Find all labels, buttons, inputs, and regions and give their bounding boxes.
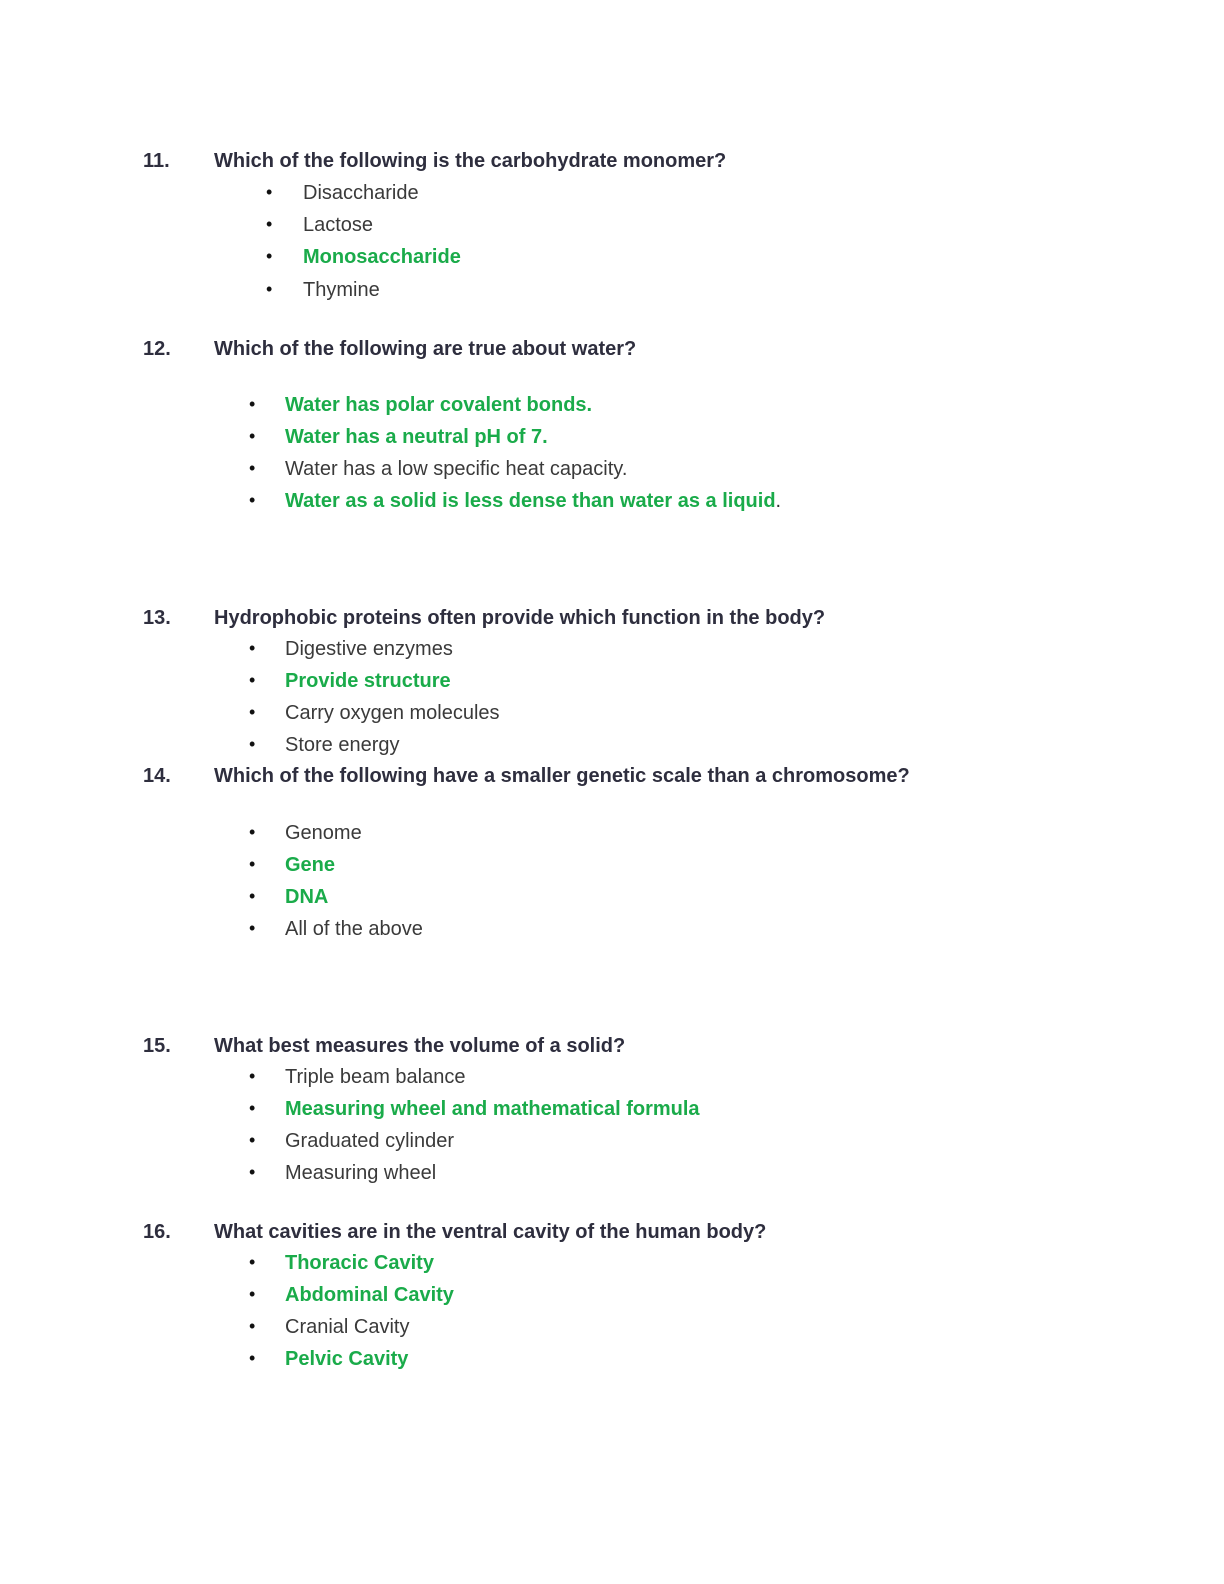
question-text: Hydrophobic proteins often provide which function in the body? [214, 607, 826, 629]
question-number: 16. [143, 1221, 171, 1243]
bullet-icon: • [249, 458, 256, 478]
answer-option [0, 458, 1224, 490]
question-number: 15. [143, 1035, 171, 1057]
answer-label: Store energy [285, 734, 400, 756]
bullet-icon: • [266, 182, 273, 202]
bullet-icon: • [249, 426, 256, 446]
answer-label: Genome [285, 822, 362, 844]
answer-label: Disaccharide [303, 182, 419, 204]
answer-label: Abdominal Cavity [285, 1284, 454, 1306]
answer-label: All of the above [285, 918, 423, 940]
bullet-icon: • [249, 1130, 256, 1150]
answer-option [0, 214, 1224, 246]
bullet-icon: • [249, 490, 256, 510]
bullet-icon: • [249, 1098, 256, 1118]
answer-option [0, 1348, 1224, 1380]
answer-label: Graduated cylinder [285, 1130, 454, 1152]
answer-label-trailing-period: . [775, 490, 782, 512]
question-14 [0, 765, 1224, 950]
answer-option [0, 426, 1224, 458]
question-16 [0, 1221, 1224, 1380]
answer-option [0, 670, 1224, 702]
question-12 [0, 338, 1224, 522]
answer-label [285, 490, 781, 513]
answer-label-text: Water as a solid is less dense than water as a liquid [285, 490, 776, 512]
bullet-icon: • [249, 1162, 256, 1182]
question-header [0, 765, 1224, 795]
answer-option [0, 1316, 1224, 1348]
answer-label: Thoracic Cavity [285, 1252, 434, 1274]
question-number: 11. [143, 150, 170, 172]
question-text: What best measures the volume of a solid? [214, 1035, 626, 1057]
bullet-icon: • [249, 1284, 256, 1304]
bullet-icon: • [266, 214, 273, 234]
question-number: 12. [143, 338, 171, 360]
question-text: Which of the following are true about water? [214, 338, 637, 360]
answer-label: Digestive enzymes [285, 638, 453, 660]
question-text: Which of the following is the carbohydrate monomer? [214, 150, 727, 172]
answer-label: Monosaccharide [303, 246, 461, 268]
bullet-icon: • [249, 1316, 256, 1336]
answer-option [0, 918, 1224, 950]
bullet-icon: • [249, 394, 256, 414]
answer-label: Thymine [303, 279, 380, 301]
answer-option [0, 1130, 1224, 1162]
answer-option [0, 246, 1224, 278]
question-number: 13. [143, 607, 171, 629]
answer-label: Measuring wheel and mathematical formula [285, 1098, 700, 1120]
answer-label: Gene [285, 854, 336, 876]
bullet-icon: • [266, 246, 273, 266]
answer-option [0, 394, 1224, 426]
answer-option [0, 279, 1224, 311]
bullet-icon: • [249, 822, 256, 842]
bullet-icon: • [266, 279, 273, 299]
answer-option [0, 734, 1224, 766]
answer-option [0, 490, 1224, 522]
bullet-icon: • [249, 638, 256, 658]
bullet-icon: • [249, 734, 256, 754]
question-15 [0, 1035, 1224, 1194]
question-text: What cavities are in the ventral cavity of the human body? [214, 1221, 767, 1243]
question-header [0, 607, 1224, 637]
answer-option [0, 1252, 1224, 1284]
answer-label: Water has a low specific heat capacity. [285, 458, 628, 480]
answer-label: Water has polar covalent bonds. [285, 394, 593, 416]
bullet-icon: • [249, 886, 256, 906]
answer-option [0, 1284, 1224, 1316]
answer-label: Pelvic Cavity [285, 1348, 409, 1370]
answer-option [0, 822, 1224, 854]
answer-option [0, 182, 1224, 214]
answer-label: DNA [285, 886, 329, 908]
answer-label: Water has a neutral pH of 7. [285, 426, 548, 448]
answer-label: Carry oxygen molecules [285, 702, 500, 724]
answer-label: Cranial Cavity [285, 1316, 410, 1338]
answer-label: Lactose [303, 214, 374, 236]
answer-option [0, 1098, 1224, 1130]
question-header [0, 338, 1224, 368]
bullet-icon: • [249, 918, 256, 938]
bullet-icon: • [249, 1252, 256, 1272]
answer-option [0, 854, 1224, 886]
bullet-icon: • [249, 1348, 256, 1368]
question-text: Which of the following have a smaller genetic scale than a chromosome? [214, 765, 910, 787]
bullet-icon: • [249, 854, 256, 874]
answer-label: Triple beam balance [285, 1066, 466, 1088]
bullet-icon: • [249, 670, 256, 690]
bullet-icon: • [249, 702, 256, 722]
answer-label: Provide structure [285, 670, 451, 692]
answer-option [0, 702, 1224, 734]
answer-option [0, 886, 1224, 918]
question-header [0, 1221, 1224, 1251]
answer-label: Measuring wheel [285, 1162, 437, 1184]
question-header [0, 150, 1224, 180]
question-13 [0, 607, 1224, 766]
answer-option [0, 1066, 1224, 1098]
answer-option [0, 1162, 1224, 1194]
question-number: 14. [143, 765, 171, 787]
question-header [0, 1035, 1224, 1065]
answer-option [0, 638, 1224, 670]
bullet-icon: • [249, 1066, 256, 1086]
question-11 [0, 150, 1224, 311]
